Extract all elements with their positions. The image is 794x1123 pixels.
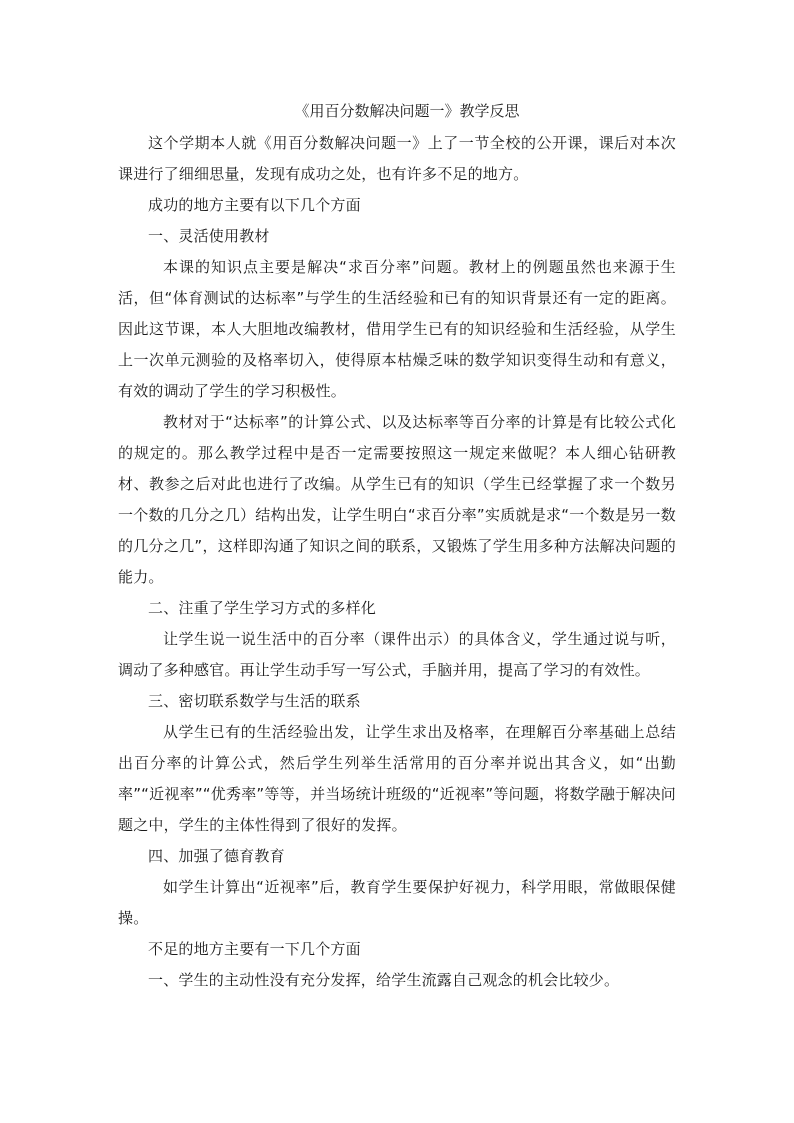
- document-title: 《用百分数解决问题一》教学反思: [294, 102, 520, 120]
- section-3-heading: 三、密切联系数学与生活的联系: [148, 692, 361, 710]
- shortcomings-heading: 不足的地方主要有一下几个方面: [148, 940, 361, 958]
- section-4-paragraph: 如学生计算出“近视率”后，教育学生要保护好视力，科学用眼，常做眼保健操。: [118, 878, 676, 927]
- section-1-paragraph-1: 本课的知识点主要是解决“求百分率”问题。教材上的例题虽然也来源于生活，但“体育测试的达标率”与学生的生活经验和已有的知识背景还有一定的距离。因此这节课，本人大胆地改编教材，借用学生已有的知识经验和生活经验，从学生上一次单元测验的及格率切入，使得原本枯燥乏味的数学知识变得生动和有意义，有效的调动了学生的学习积极性。: [118, 258, 676, 400]
- shortcoming-1-paragraph: 一、学生的主动性没有充分发挥，给学生流露自己观念的机会比较少。: [148, 971, 620, 989]
- section-4-heading: 四、加强了德育教育: [148, 847, 285, 865]
- section-2-heading: 二、注重了学生学习方式的多样化: [148, 599, 377, 617]
- section-3-paragraph: 从学生已有的生活经验出发，让学生求出及格率，在理解百分率基础上总结出百分率的计算公式，然后学生列举生活常用的百分率并说出其含义，如“出勤率”“近视率”“优秀率”等等，并当场统计班级的“近视率”等问题，将数学融于解决问题之中，学生的主体性得到了很好的发挥。: [118, 723, 676, 834]
- section-1-heading: 一、灵活使用教材: [148, 227, 270, 245]
- intro-paragraph: 这个学期本人就《用百分数解决问题一》上了一节全校的公开课，课后对本次课进行了细细思量，发现有成功之处，也有许多不足的地方。: [118, 134, 676, 183]
- section-1-paragraph-2: 教材对于“达标率”的计算公式、以及达标率等百分率的计算是有比较公式化的规定的。那么教学过程中是否一定需要按照这一规定来做呢？本人细心钻研教材、教参之后对此也进行了改编。从学生已有的知识（学生已经掌握了求一个数另一个数的几分之几）结构出发，让学生明白“求百分率”实质就是求“一个数是另一数的几分之几”，这样即沟通了知识之间的联系，又锻炼了学生用多种方法解决问题的能力。: [118, 413, 676, 586]
- success-heading: 成功的地方主要有以下几个方面: [148, 196, 361, 214]
- section-2-paragraph: 让学生说一说生活中的百分率（课件出示）的具体含义，学生通过说与听，调动了多种感官。再让学生动手写一写公式，手脑并用，提高了学习的有效性。: [118, 630, 676, 679]
